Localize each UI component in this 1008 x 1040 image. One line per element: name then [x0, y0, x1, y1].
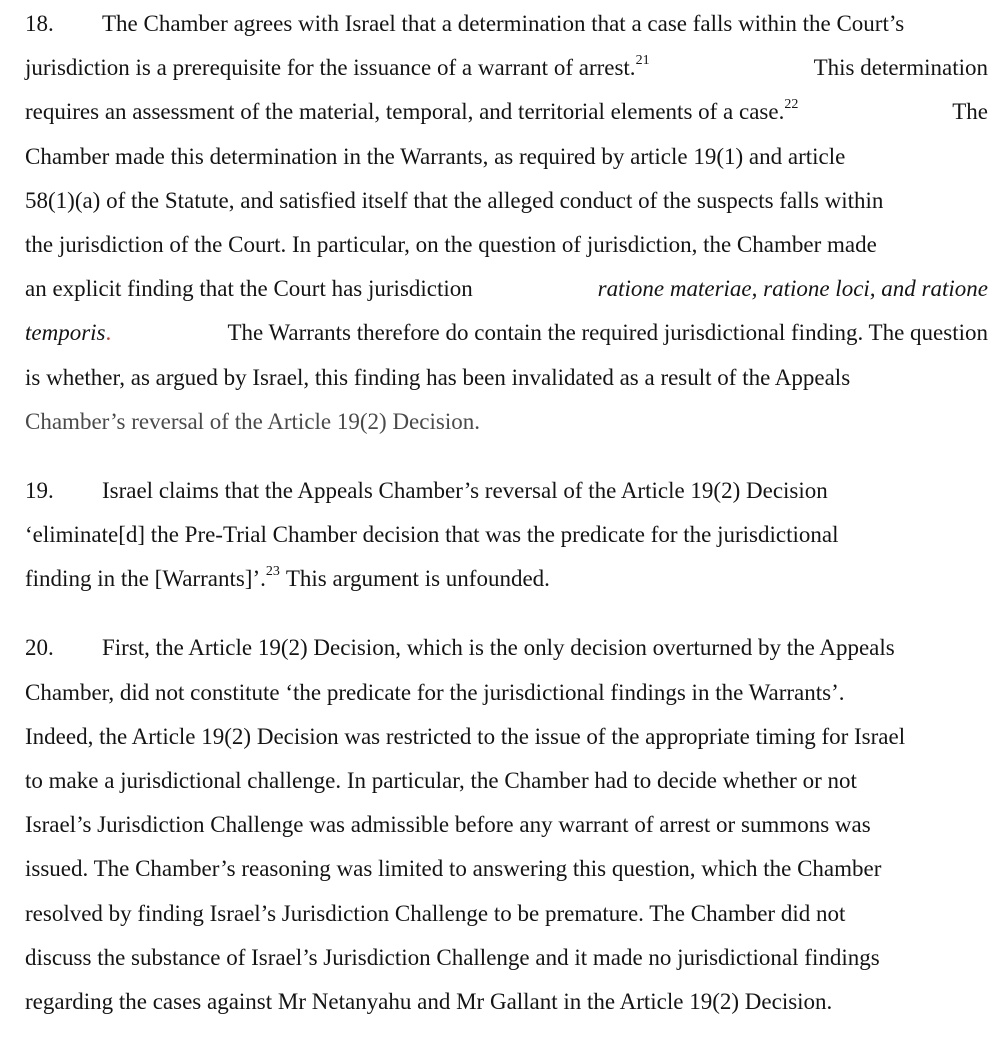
- text-line: discuss the substance of Israel’s Jurisdiction Challenge and it made no jurisdictional findings: [25, 944, 880, 970]
- paragraph-number: 18.: [25, 11, 54, 36]
- text-line: finding in the [Warrants]’.$^{23}$ This argument is unfounded.: [25, 563, 550, 592]
- text-line: the jurisdiction of the Court. In particular, on the question of jurisdiction, the Chamber made: [25, 231, 877, 257]
- text-line: issued. The Chamber’s reasoning was limited to answering this question, which the Chamber: [25, 856, 882, 882]
- text-line: 20. First, the Article 19(2) Decision, which is the only decision overturned by the Appeals: [25, 626, 988, 670]
- text-line: Israel’s Jurisdiction Challenge was admissible before any warrant of arrest or summons was: [25, 812, 871, 838]
- text-line: Chamber, did not constitute ‘the predicate for the jurisdictional findings in the Warrants’.: [25, 679, 845, 705]
- footnote-ref[interactable]: 23: [265, 563, 280, 579]
- text-line: 19. Israel claims that the Appeals Chamber’s reversal of the Article 19(2) Decision: [25, 469, 988, 513]
- text-line: temporis. The Warrants therefore do contain the required jurisdictional finding. The question: [25, 320, 988, 346]
- text-line: Chamber made this determination in the Warrants, as required by article 19(1) and article: [25, 143, 846, 169]
- text-line: an explicit finding that the Court has jurisdiction ratione materiae, ratione loci, and ratione: [25, 276, 988, 302]
- text-line: to make a jurisdictional challenge. In particular, the Chamber had to decide whether or not: [25, 768, 857, 793]
- text-line: jurisdiction is a prerequisite for the issuance of a warrant of arrest.$^{21}$ This determination: [25, 52, 988, 81]
- paragraph-20: [25, 626, 988, 1024]
- text-line: regarding the cases against Mr Netanyahu and Mr Gallant in the Article 19(2) Decision.: [25, 988, 833, 1014]
- text-line: resolved by finding Israel’s Jurisdiction Challenge to be premature. The Chamber did not: [25, 900, 846, 926]
- text-line: Chamber’s reversal of the Article 19(2) Decision.: [25, 408, 480, 434]
- text-line: 58(1)(a) of the Statute, and satisfied itself that the alleged conduct of the suspects falls within: [25, 187, 884, 213]
- paragraph-number: 20.: [25, 635, 54, 661]
- text-line: is whether, as argued by Israel, this finding has been invalidated as a result of the Appeals: [25, 364, 851, 390]
- paragraph-number: 19.: [25, 477, 54, 503]
- text-line: 18. The Chamber agrees with Israel that a determination that a case falls within the Court’s: [25, 2, 988, 46]
- paragraph-19: [25, 469, 988, 602]
- footnote-ref[interactable]: 21: [635, 52, 650, 68]
- footnote-ref[interactable]: 22: [784, 96, 799, 112]
- text-line: ‘eliminate[d] the Pre-Trial Chamber decision that was the predicate for the jurisdictional: [25, 522, 839, 548]
- paragraph-18: [25, 2, 988, 444]
- text-line: Indeed, the Article 19(2) Decision was restricted to the issue of the appropriate timing for Israel: [25, 723, 906, 749]
- text-line: requires an assessment of the material, temporal, and territorial elements of a case.$^{22}$ The: [25, 96, 988, 125]
